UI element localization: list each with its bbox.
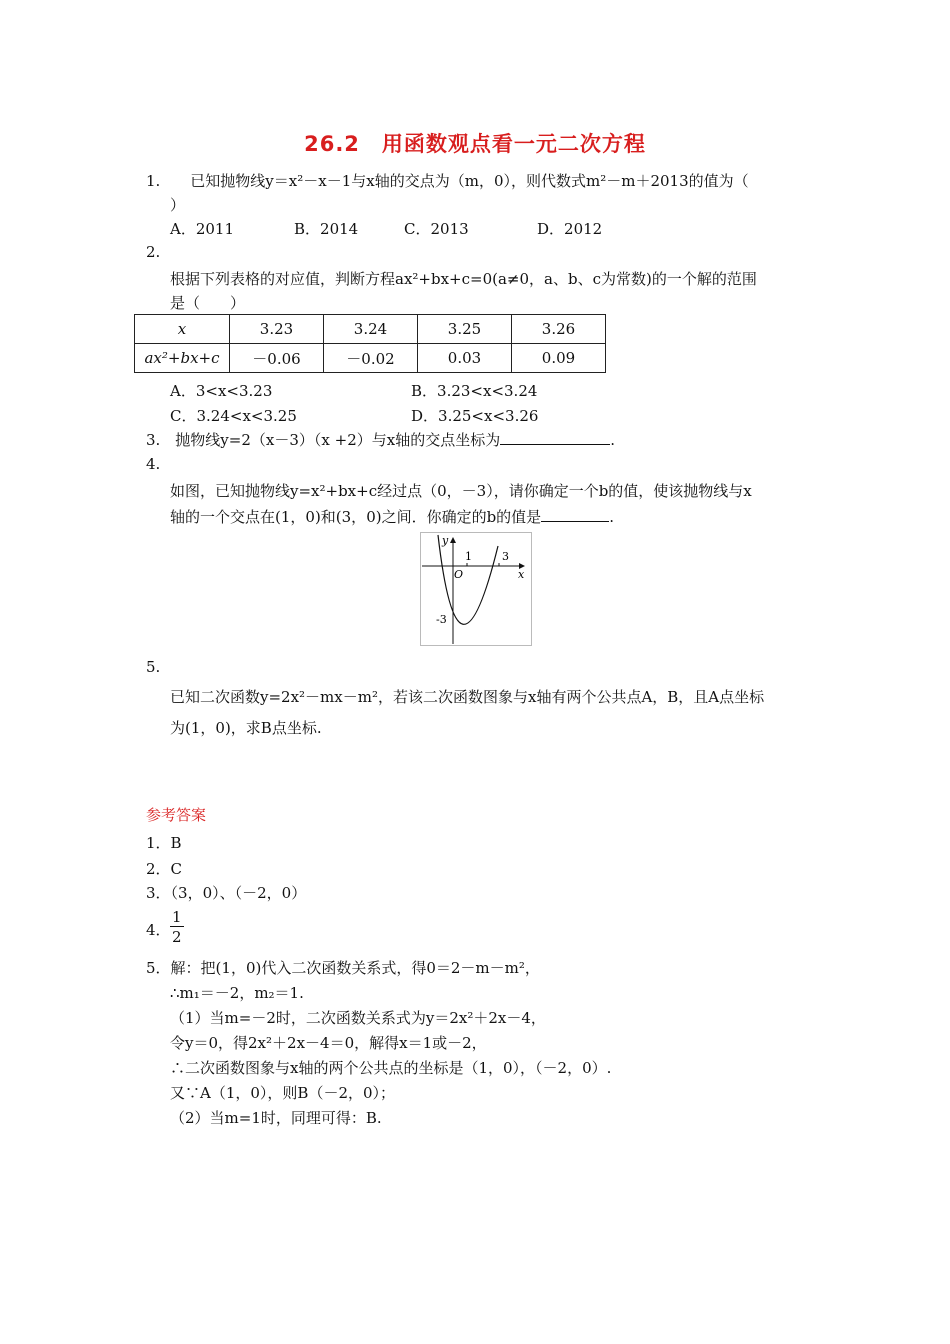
x-axis-label: x [518,568,525,581]
q1-option-a: A．2011 [170,220,235,238]
origin-label: O [454,568,464,581]
q5-number: 5. [146,658,161,676]
answer-5-line: 又∵A（1，0），则B（－2，0）； [170,1084,396,1102]
q2-option-c: C．3.24<x<3.25 [170,407,297,425]
parabola-graph [420,532,532,646]
q3-line [146,429,615,450]
q2-option-b: B．3.23<x<3.24 [411,382,538,400]
table-cell: x [135,315,230,344]
table-cell: 0.09 [512,344,606,373]
q2-line2: 是（ ） [170,294,246,312]
answer-2: 2．C [146,860,183,878]
answers-heading: 参考答案 [146,806,207,824]
q2-line1: 根据下列表格的对应值，判断方程ax²+bx+c=0(a≠0，a、b、c为常数)的一个解的范围 [170,270,757,288]
table-cell: －0.06 [230,344,324,373]
tick-label-3: 3 [502,550,509,563]
answer-5-line: 5．解：把(1，0)代入二次函数关系式，得0＝2－m－m²， [146,959,540,977]
table-cell: 3.26 [512,315,606,344]
q4-line2-wrap [170,506,614,527]
answer-1: 1．B [146,834,182,852]
table-cell: 0.03 [418,344,512,373]
answer-4-fraction [170,908,184,947]
value-table [134,314,606,373]
answer-5-line: ∴m₁＝－2，m₂＝1. [170,984,304,1002]
answer-4-prefix: 4． [146,921,171,939]
parabola-curve [438,535,498,624]
q4-answer-blank [541,521,609,522]
table-cell: 3.25 [418,315,512,344]
page-title: 26.2 用函数观点看一元二次方程 [304,132,646,156]
q1-line2: ） [170,196,186,214]
table-cell: 3.24 [324,315,418,344]
q3-answer-blank [500,444,610,445]
fraction-denominator: 2 [172,928,182,946]
q5-line2: 为(1，0)，求B点坐标. [170,719,322,737]
q5-line1: 已知二次函数y=2x²－mx－m²，若该二次函数图象与x轴有两个公共点A，B，且A点坐标 [170,688,765,706]
q2-number: 2. [146,243,161,261]
q4-end: . [609,508,614,526]
q1-line1: 1. 已知抛物线y＝x²－x－1与x轴的交点为（m，0），则代数式m²－m＋2013的值为（ [146,172,749,190]
table-row [135,344,606,373]
table-cell: 3.23 [230,315,324,344]
fraction-numerator: 1 [172,908,182,926]
answer-5-line: 令y＝0，得2x²＋2x－4＝0，解得x＝1或－2， [170,1034,487,1052]
tick-label-1: 1 [465,550,472,563]
table-row [135,315,606,344]
q4-number: 4. [146,455,161,473]
q2-option-a: A．3<x<3.23 [170,382,273,400]
q1-option-c: C．2013 [404,220,469,238]
q1-option-b: B．2014 [294,220,359,238]
y-axis-label: y [442,534,449,547]
q3-text: 3. 抛物线y=2（x－3）（x +2）与x轴的交点坐标为 [146,431,501,449]
q2-option-d: D．3.25<x<3.26 [411,407,539,425]
graph-frame [421,533,532,646]
answer-5-line: ∴二次函数图象与x轴的两个公共点的坐标是（1，0），（－2，0）. [170,1059,612,1077]
q4-line1: 如图，已知抛物线y=x²+bx+c经过点（0，－3），请你确定一个b的值，使该抛物线与x [170,482,752,500]
q3-end: . [610,431,615,449]
answer-3: 3．（3，0）、（－2，0） [146,884,307,902]
q1-option-d: D．2012 [537,220,603,238]
q4-line2: 轴的一个交点在(1，0)和(3，0)之间．你确定的b的值是 [170,508,542,526]
table-cell: －0.02 [324,344,418,373]
tick-label-neg3: -3 [436,613,447,626]
answer-5-line: （1）当m=－2时，二次函数关系式为y＝2x²＋2x－4， [170,1009,546,1027]
answer-5-line: （2）当m=1时，同理可得：B. [170,1109,382,1127]
table-cell: ax²+bx+c [135,344,230,373]
